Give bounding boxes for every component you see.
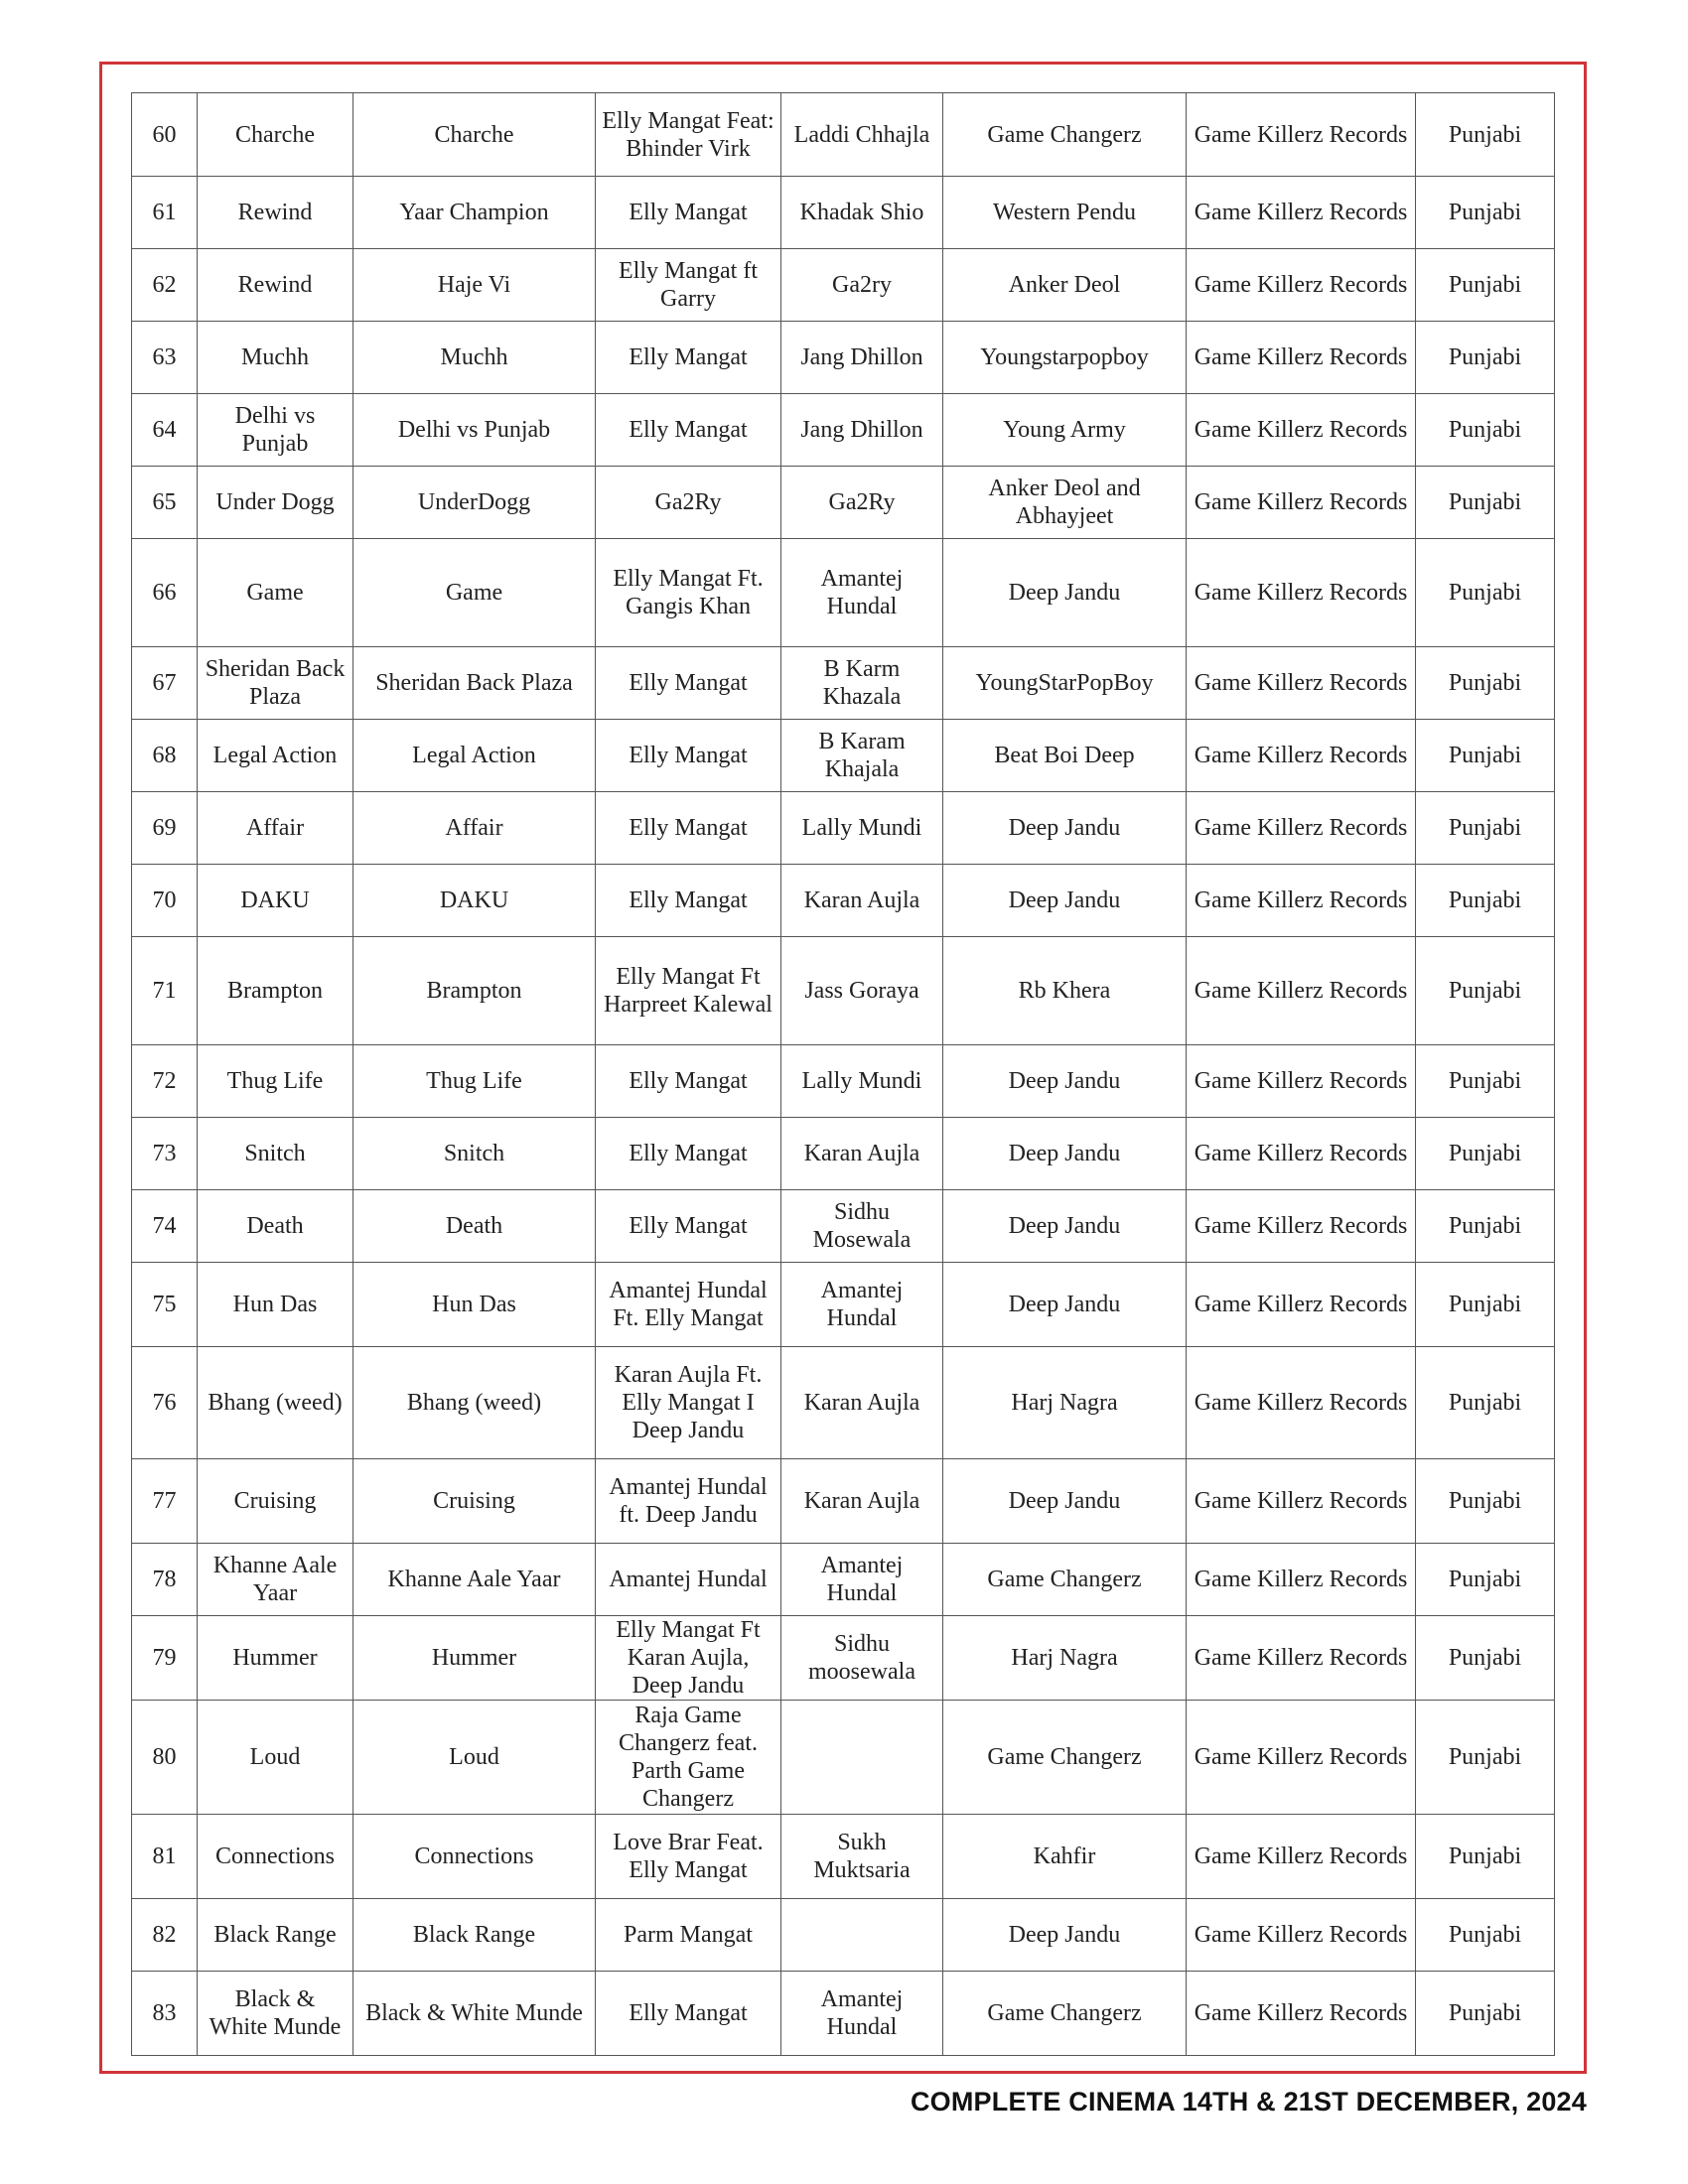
table-row [132, 1459, 1555, 1544]
cell-song: Hun Das [353, 1263, 596, 1347]
cell-singer: Elly Mangat [596, 1190, 781, 1263]
cell-language: Punjabi [1416, 647, 1555, 720]
cell-song: Yaar Champion [353, 177, 596, 249]
cell-label: Game Killerz Records [1187, 1544, 1416, 1616]
cell-song: Hummer [353, 1616, 596, 1701]
cell-lyricist: Sidhu Mosewala [781, 1190, 943, 1263]
cell-no: 63 [132, 322, 198, 394]
cell-song: Legal Action [353, 720, 596, 792]
table-row [132, 1616, 1555, 1701]
cell-language: Punjabi [1416, 467, 1555, 539]
cell-language: Punjabi [1416, 1815, 1555, 1899]
cell-composer: Anker Deol and Abhayjeet [943, 467, 1187, 539]
cell-language: Punjabi [1416, 177, 1555, 249]
cell-label: Game Killerz Records [1187, 1190, 1416, 1263]
cell-no: 77 [132, 1459, 198, 1544]
table-row [132, 1899, 1555, 1972]
cell-song: Snitch [353, 1118, 596, 1190]
cell-language: Punjabi [1416, 1616, 1555, 1701]
cell-composer: Game Changerz [943, 1544, 1187, 1616]
cell-language: Punjabi [1416, 792, 1555, 865]
cell-song: DAKU [353, 865, 596, 937]
cell-composer: Game Changerz [943, 1701, 1187, 1815]
cell-film: Connections [198, 1815, 353, 1899]
cell-film: Legal Action [198, 720, 353, 792]
cell-singer: Amantej Hundal Ft. Elly Mangat [596, 1263, 781, 1347]
cell-composer: Deep Jandu [943, 1190, 1187, 1263]
table-row [132, 249, 1555, 322]
cell-singer: Elly Mangat [596, 720, 781, 792]
table-row [132, 539, 1555, 647]
cell-no: 65 [132, 467, 198, 539]
cell-film: Game [198, 539, 353, 647]
cell-lyricist: Khadak Shio [781, 177, 943, 249]
cell-film: Charche [198, 93, 353, 177]
cell-language: Punjabi [1416, 1544, 1555, 1616]
cell-composer: Rb Khera [943, 937, 1187, 1045]
cell-no: 64 [132, 394, 198, 467]
cell-language: Punjabi [1416, 937, 1555, 1045]
cell-lyricist: Sukh Muktsaria [781, 1815, 943, 1899]
table-row [132, 937, 1555, 1045]
cell-label: Game Killerz Records [1187, 1815, 1416, 1899]
cell-song: Loud [353, 1701, 596, 1815]
cell-no: 76 [132, 1347, 198, 1459]
cell-composer: Western Pendu [943, 177, 1187, 249]
cell-song: Muchh [353, 322, 596, 394]
cell-lyricist: Lally Mundi [781, 1045, 943, 1118]
cell-label: Game Killerz Records [1187, 394, 1416, 467]
cell-lyricist: Amantej Hundal [781, 1544, 943, 1616]
cell-composer: Young Army [943, 394, 1187, 467]
cell-singer: Love Brar Feat. Elly Mangat [596, 1815, 781, 1899]
cell-song: Charche [353, 93, 596, 177]
cell-singer: Elly Mangat [596, 394, 781, 467]
cell-lyricist: Karan Aujla [781, 1459, 943, 1544]
cell-song: Brampton [353, 937, 596, 1045]
cell-language: Punjabi [1416, 865, 1555, 937]
cell-composer: Deep Jandu [943, 1899, 1187, 1972]
cell-language: Punjabi [1416, 1972, 1555, 2056]
cell-no: 68 [132, 720, 198, 792]
cell-language: Punjabi [1416, 1899, 1555, 1972]
cell-lyricist: Jass Goraya [781, 937, 943, 1045]
cell-language: Punjabi [1416, 249, 1555, 322]
cell-no: 70 [132, 865, 198, 937]
cell-singer: Amantej Hundal [596, 1544, 781, 1616]
cell-label: Game Killerz Records [1187, 1616, 1416, 1701]
cell-label: Game Killerz Records [1187, 1701, 1416, 1815]
cell-singer: Elly Mangat ft Garry [596, 249, 781, 322]
table-row [132, 720, 1555, 792]
cell-label: Game Killerz Records [1187, 720, 1416, 792]
cell-song: Cruising [353, 1459, 596, 1544]
cell-no: 71 [132, 937, 198, 1045]
cell-lyricist [781, 1899, 943, 1972]
cell-song: Connections [353, 1815, 596, 1899]
table-row [132, 467, 1555, 539]
cell-label: Game Killerz Records [1187, 865, 1416, 937]
cell-film: Snitch [198, 1118, 353, 1190]
cell-singer: Elly Mangat [596, 1972, 781, 2056]
cell-song: Death [353, 1190, 596, 1263]
cell-label: Game Killerz Records [1187, 937, 1416, 1045]
cell-lyricist: Karan Aujla [781, 1118, 943, 1190]
cell-film: Black & White Munde [198, 1972, 353, 2056]
cell-composer: YoungStarPopBoy [943, 647, 1187, 720]
cell-no: 83 [132, 1972, 198, 2056]
cell-no: 73 [132, 1118, 198, 1190]
table-row [132, 647, 1555, 720]
cell-film: Affair [198, 792, 353, 865]
cell-singer: Elly Mangat [596, 792, 781, 865]
cell-no: 69 [132, 792, 198, 865]
cell-composer: Deep Jandu [943, 1118, 1187, 1190]
table-row [132, 1972, 1555, 2056]
cell-composer: Beat Boi Deep [943, 720, 1187, 792]
cell-song: Khanne Aale Yaar [353, 1544, 596, 1616]
table-row [132, 394, 1555, 467]
table-row [132, 1045, 1555, 1118]
cell-no: 67 [132, 647, 198, 720]
cell-label: Game Killerz Records [1187, 1899, 1416, 1972]
cell-film: Under Dogg [198, 467, 353, 539]
cell-composer: Kahfir [943, 1815, 1187, 1899]
cell-language: Punjabi [1416, 1459, 1555, 1544]
cell-label: Game Killerz Records [1187, 1972, 1416, 2056]
cell-composer: Youngstarpopboy [943, 322, 1187, 394]
cell-lyricist [781, 1701, 943, 1815]
cell-film: Muchh [198, 322, 353, 394]
cell-film: Brampton [198, 937, 353, 1045]
cell-composer: Game Changerz [943, 1972, 1187, 2056]
cell-composer: Harj Nagra [943, 1347, 1187, 1459]
cell-film: Loud [198, 1701, 353, 1815]
cell-label: Game Killerz Records [1187, 647, 1416, 720]
cell-composer: Deep Jandu [943, 1263, 1187, 1347]
cell-singer: Parm Mangat [596, 1899, 781, 1972]
cell-song: Haje Vi [353, 249, 596, 322]
cell-language: Punjabi [1416, 539, 1555, 647]
cell-composer: Harj Nagra [943, 1616, 1187, 1701]
table-row [132, 865, 1555, 937]
cell-label: Game Killerz Records [1187, 249, 1416, 322]
cell-singer: Ga2Ry [596, 467, 781, 539]
cell-composer: Deep Jandu [943, 539, 1187, 647]
table-row [132, 1190, 1555, 1263]
songs-table [131, 92, 1555, 2056]
table-row [132, 1263, 1555, 1347]
cell-singer: Elly Mangat Ft. Gangis Khan [596, 539, 781, 647]
cell-language: Punjabi [1416, 1701, 1555, 1815]
cell-song: Bhang (weed) [353, 1347, 596, 1459]
cell-song: Game [353, 539, 596, 647]
cell-language: Punjabi [1416, 1190, 1555, 1263]
cell-lyricist: Sidhu moosewala [781, 1616, 943, 1701]
cell-film: Death [198, 1190, 353, 1263]
cell-lyricist: Lally Mundi [781, 792, 943, 865]
cell-label: Game Killerz Records [1187, 467, 1416, 539]
cell-film: Khanne Aale Yaar [198, 1544, 353, 1616]
table-row [132, 322, 1555, 394]
cell-singer: Elly Mangat [596, 177, 781, 249]
cell-lyricist: Laddi Chhajla [781, 93, 943, 177]
cell-singer: Elly Mangat [596, 865, 781, 937]
cell-lyricist: Jang Dhillon [781, 322, 943, 394]
cell-label: Game Killerz Records [1187, 539, 1416, 647]
cell-singer: Elly Mangat [596, 647, 781, 720]
cell-composer: Deep Jandu [943, 1045, 1187, 1118]
cell-label: Game Killerz Records [1187, 1347, 1416, 1459]
cell-lyricist: Amantej Hundal [781, 1972, 943, 2056]
cell-song: Thug Life [353, 1045, 596, 1118]
cell-language: Punjabi [1416, 1263, 1555, 1347]
cell-singer: Karan Aujla Ft. Elly Mangat I Deep Jandu [596, 1347, 781, 1459]
cell-film: Bhang (weed) [198, 1347, 353, 1459]
cell-song: Sheridan Back Plaza [353, 647, 596, 720]
cell-label: Game Killerz Records [1187, 1263, 1416, 1347]
cell-film: Black Range [198, 1899, 353, 1972]
cell-label: Game Killerz Records [1187, 177, 1416, 249]
cell-lyricist: B Karm Khazala [781, 647, 943, 720]
cell-lyricist: B Karam Khajala [781, 720, 943, 792]
cell-film: Hun Das [198, 1263, 353, 1347]
cell-lyricist: Karan Aujla [781, 865, 943, 937]
table-row [132, 177, 1555, 249]
cell-language: Punjabi [1416, 720, 1555, 792]
cell-language: Punjabi [1416, 394, 1555, 467]
cell-singer: Elly Mangat Feat: Bhinder Virk [596, 93, 781, 177]
cell-film: Delhi vs Punjab [198, 394, 353, 467]
cell-composer: Deep Jandu [943, 865, 1187, 937]
cell-no: 72 [132, 1045, 198, 1118]
footer-publication-line: COMPLETE CINEMA 14TH & 21ST DECEMBER, 2024 [910, 2087, 1587, 2116]
cell-film: Hummer [198, 1616, 353, 1701]
cell-singer: Elly Mangat [596, 322, 781, 394]
cell-singer: Elly Mangat [596, 1045, 781, 1118]
table-body [132, 93, 1555, 2056]
cell-label: Game Killerz Records [1187, 1459, 1416, 1544]
cell-film: Rewind [198, 177, 353, 249]
cell-no: 75 [132, 1263, 198, 1347]
cell-song: Black & White Munde [353, 1972, 596, 2056]
cell-no: 82 [132, 1899, 198, 1972]
cell-song: Affair [353, 792, 596, 865]
cell-no: 78 [132, 1544, 198, 1616]
cell-label: Game Killerz Records [1187, 93, 1416, 177]
cell-lyricist: Jang Dhillon [781, 394, 943, 467]
cell-song: Black Range [353, 1899, 596, 1972]
cell-label: Game Killerz Records [1187, 322, 1416, 394]
table-row [132, 1118, 1555, 1190]
cell-film: Sheridan Back Plaza [198, 647, 353, 720]
cell-lyricist: Ga2ry [781, 249, 943, 322]
cell-singer: Elly Mangat Ft Karan Aujla, Deep Jandu [596, 1616, 781, 1701]
cell-no: 80 [132, 1701, 198, 1815]
cell-label: Game Killerz Records [1187, 1118, 1416, 1190]
cell-no: 81 [132, 1815, 198, 1899]
cell-singer: Amantej Hundal ft. Deep Jandu [596, 1459, 781, 1544]
cell-no: 74 [132, 1190, 198, 1263]
cell-composer: Anker Deol [943, 249, 1187, 322]
table-row [132, 1347, 1555, 1459]
cell-song: Delhi vs Punjab [353, 394, 596, 467]
cell-no: 79 [132, 1616, 198, 1701]
cell-song: UnderDogg [353, 467, 596, 539]
cell-language: Punjabi [1416, 93, 1555, 177]
cell-lyricist: Karan Aujla [781, 1347, 943, 1459]
cell-label: Game Killerz Records [1187, 792, 1416, 865]
table-row [132, 93, 1555, 177]
cell-language: Punjabi [1416, 322, 1555, 394]
table-row [132, 1701, 1555, 1815]
cell-language: Punjabi [1416, 1347, 1555, 1459]
cell-lyricist: Amantej Hundal [781, 539, 943, 647]
cell-lyricist: Amantej Hundal [781, 1263, 943, 1347]
cell-no: 62 [132, 249, 198, 322]
cell-composer: Game Changerz [943, 93, 1187, 177]
cell-no: 60 [132, 93, 198, 177]
cell-no: 66 [132, 539, 198, 647]
cell-film: Rewind [198, 249, 353, 322]
cell-label: Game Killerz Records [1187, 1045, 1416, 1118]
cell-film: DAKU [198, 865, 353, 937]
cell-composer: Deep Jandu [943, 1459, 1187, 1544]
cell-singer: Elly Mangat Ft Harpreet Kalewal [596, 937, 781, 1045]
table-row [132, 1544, 1555, 1616]
cell-language: Punjabi [1416, 1118, 1555, 1190]
cell-lyricist: Ga2Ry [781, 467, 943, 539]
table-row [132, 792, 1555, 865]
cell-language: Punjabi [1416, 1045, 1555, 1118]
cell-composer: Deep Jandu [943, 792, 1187, 865]
table-row [132, 1815, 1555, 1899]
cell-no: 61 [132, 177, 198, 249]
cell-singer: Raja Game Changerz feat. Parth Game Changerz [596, 1701, 781, 1815]
cell-film: Cruising [198, 1459, 353, 1544]
cell-singer: Elly Mangat [596, 1118, 781, 1190]
cell-film: Thug Life [198, 1045, 353, 1118]
